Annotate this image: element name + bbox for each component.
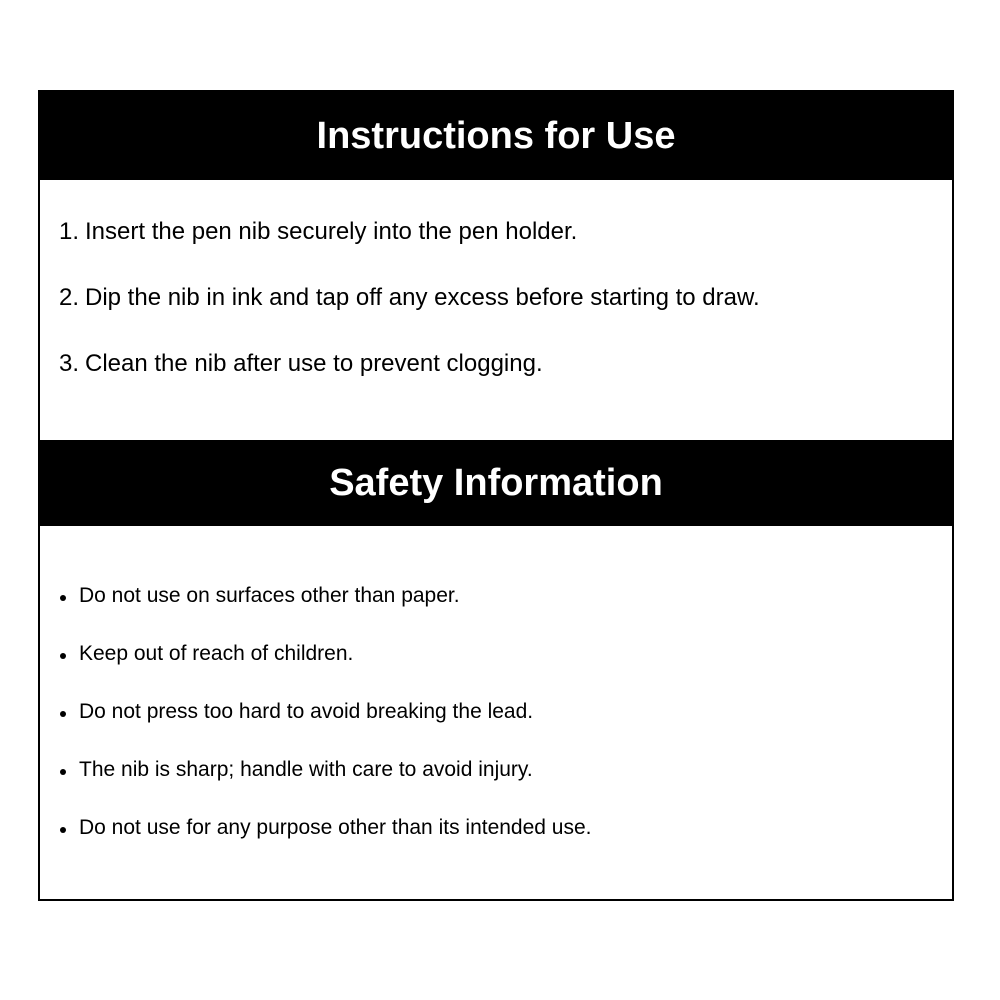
step-text: Insert the pen nib securely into the pen holder. <box>85 218 578 245</box>
step-number: 3. <box>59 350 80 377</box>
safety-header <box>40 440 952 526</box>
instructions-header <box>40 92 952 180</box>
safety-title: Safety Information <box>329 461 663 504</box>
bullet-icon <box>60 595 66 601</box>
safety-item-text: Do not press too hard to avoid breaking the lead. <box>79 700 534 723</box>
bullet-icon <box>60 827 66 833</box>
safety-item-text: Do not use for any purpose other than its intended use. <box>79 816 592 839</box>
safety-item-text: Keep out of reach of children. <box>79 642 354 665</box>
bullet-icon <box>60 711 66 717</box>
safety-item <box>60 583 952 609</box>
safety-item-text: The nib is sharp; handle with care to avoid injury. <box>79 758 533 781</box>
safety-section <box>40 526 952 841</box>
step-number: 2. <box>59 284 80 311</box>
instruction-step <box>59 350 952 378</box>
instructions-title: Instructions for Use <box>316 114 676 157</box>
step-text: Dip the nib in ink and tap off any excess before starting to draw. <box>85 284 760 311</box>
bullet-icon <box>60 653 66 659</box>
safety-item <box>60 641 952 667</box>
bullet-icon <box>60 769 66 775</box>
info-panel <box>38 90 954 901</box>
instruction-step <box>59 218 952 246</box>
safety-item <box>60 815 952 841</box>
instructions-section <box>40 180 952 440</box>
safety-item-text: Do not use on surfaces other than paper. <box>79 584 460 607</box>
step-text: Clean the nib after use to prevent clogging. <box>85 350 543 377</box>
instructions-list <box>40 218 952 378</box>
step-number: 1. <box>59 218 80 245</box>
safety-item <box>60 699 952 725</box>
safety-item <box>60 757 952 783</box>
safety-list <box>40 583 952 841</box>
instruction-step <box>59 284 952 312</box>
